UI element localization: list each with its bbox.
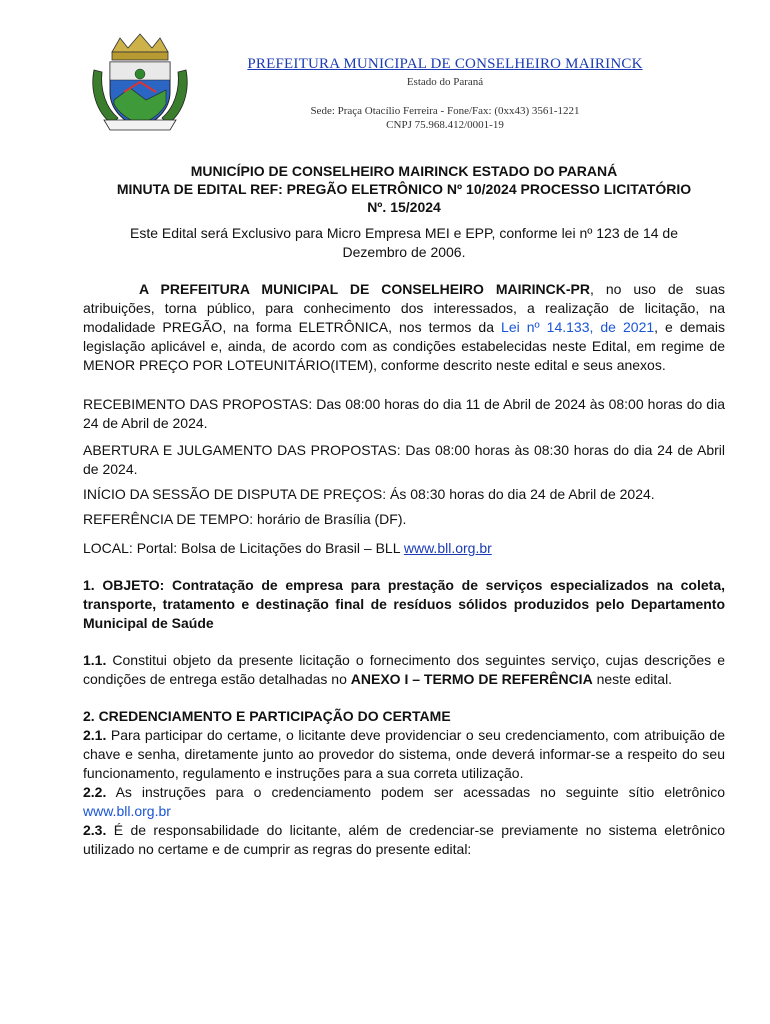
section-2-item-1 (83, 726, 725, 783)
letterhead-state: Estado do Paraná (406, 76, 484, 88)
exclusive-note: Este Edital será Exclusivo para Micro Empresa MEI e EPP, conforme lei nº 123 de 14 de Dezembro de 2006. (129, 225, 678, 260)
intro-bold: A PREFEITURA MUNICIPAL DE CONSELHEIRO MAIRINCK-PR (139, 281, 590, 297)
municipal-coat-of-arms (90, 30, 190, 134)
item-2-1-number: 2.1. (83, 727, 107, 743)
intro-paragraph (83, 280, 725, 375)
schedule-time-reference: REFERÊNCIA DE TEMPO: horário de Brasília (DF). (83, 511, 407, 527)
section-2-item-2 (83, 783, 725, 821)
item-1-1-end: neste edital. (592, 671, 673, 687)
item-2-1-text: Para participar do certame, o licitante deve providenciar o seu credenciamento, com atribuição de chave e senha, diretamente junto ao provedor do sistema, onde deverá informar-se a respeito do seu funcionamento, regulamento e instruções para a sua correta utilização. (83, 727, 725, 781)
section-1-title: 1. OBJETO: Contratação de empresa para prestação de serviços especializados na coleta, transporte, tratamento e destinação final de resíduos sólidos produzidos pelo Departamento Municipal de Saúde (83, 577, 725, 631)
intro-text-2: , e demais legislação aplicável e, ainda, de acordo com as condições estabelecidas neste Edital, em regime de MENOR PREÇO POR LOTEUNITÁRIO(ITEM), conforme descrito neste edital e seus anexos. (83, 319, 725, 373)
schedule-receipt: RECEBIMENTO DAS PROPOSTAS: Das 08:00 horas do dia 11 de Abril de 2024 às 08:00 horas do dia 24 de Abril de 2024. (83, 396, 725, 431)
schedule-opening: ABERTURA E JULGAMENTO DAS PROPOSTAS: Das 08:00 horas às 08:30 horas do dia 24 de Abril de 2024. (83, 442, 725, 477)
heading-municipality: MUNICÍPIO DE CONSELHEIRO MAIRINCK ESTADO DO PARANÁ (190, 163, 618, 179)
item-1-1-text: Constitui objeto da presente licitação o fornecimento dos seguintes serviço, cujas descrições e condições de entrega estão detalhadas no (83, 652, 725, 687)
local-label: LOCAL: Portal: Bolsa de Licitações do Brasil – BLL (83, 540, 404, 556)
section-2-item-3 (83, 821, 725, 859)
heading-process-number: Nº. 15/2024 (367, 199, 441, 215)
bll-link-2[interactable]: www.bll.org.br (83, 803, 171, 819)
bll-link[interactable]: www.bll.org.br (403, 540, 492, 556)
item-2-3-number: 2.3. (83, 822, 107, 838)
schedule-session: INÍCIO DA SESSÃO DE DISPUTA DE PREÇOS: Ás 08:30 horas do dia 24 de Abril de 2024. (83, 486, 655, 502)
intro-text-1: , no uso de suas atribuições, torna público, para conhecimento dos interessados, a realização de licitação, na modalidade PREGÃO, na forma ELETRÔNICA, nos termos da (83, 281, 725, 335)
schedule-local (83, 539, 725, 558)
law-link[interactable]: Lei nº 14.133, de 2021 (501, 319, 655, 335)
item-1-1-number: 1.1. (83, 652, 107, 668)
section-1-item-1 (83, 651, 725, 689)
document-body (83, 162, 725, 859)
heading-edital-ref: MINUTA DE EDITAL REF: PREGÃO ELETRÔNICO Nº 10/2024 PROCESSO LICITATÓRIO (116, 181, 692, 197)
letterhead-title: PREFEITURA MUNICIPAL DE CONSELHEIRO MAIRINCK (247, 56, 643, 72)
item-2-2-text: As instruções para o credenciamento podem ser acessadas no seguinte sítio eletrônico (106, 784, 725, 800)
item-1-1-annex: ANEXO I – TERMO DE REFERÊNCIA (350, 671, 593, 687)
letterhead (190, 56, 700, 131)
item-2-3-text: É de responsabilidade do licitante, além de credenciar-se previamente no sistema eletrônico utilizado no certame e de cumprir as regras do presente edital: (83, 822, 725, 857)
section-2-title: 2. CREDENCIAMENTO E PARTICIPAÇÃO DO CERTAME (83, 708, 451, 724)
letterhead-cnpj: CNPJ 75.968.412/0001-19 (386, 119, 504, 131)
letterhead-address: Sede: Praça Otacílio Ferreira - Fone/Fax: (0xx43) 3561-1221 (310, 105, 580, 117)
item-2-2-number: 2.2. (83, 784, 107, 800)
